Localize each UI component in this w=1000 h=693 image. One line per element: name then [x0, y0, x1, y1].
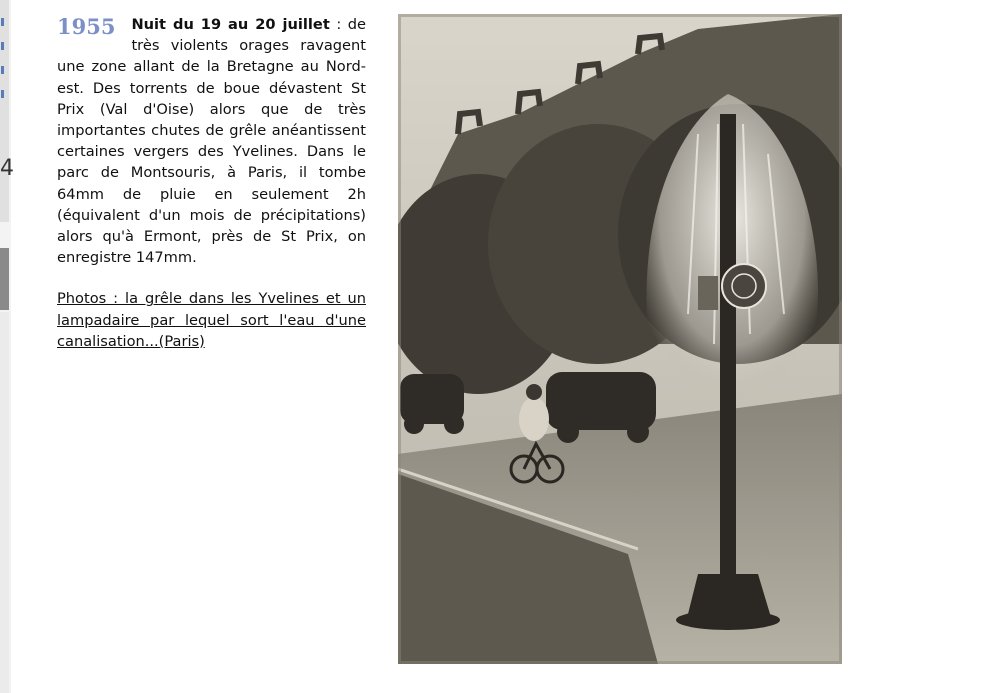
photo-illustration — [398, 14, 842, 664]
event-description: : de très violents orages ravagent une zone allant de la Bretagne au Nord-est. Des torrents de boue dévastent St Prix (Val d'Oise) alors que de très importantes chutes de grêle anéantissent certaines vergers des Yvelines. Dans le parc de Montsouris, à Paris, il tombe 64mm de pluie en seulement 2h (équivalent d'un mois de précipitations) alors qu'à Ermont, près de St Prix, on enregistre 147mm. — [57, 16, 367, 267]
sidebar-cut-glyph: 4 — [0, 156, 14, 181]
sidebar-scroll-thumb[interactable] — [0, 248, 9, 310]
sidebar-link-marker[interactable] — [1, 90, 4, 98]
weather-event-entry — [57, 14, 366, 352]
sidebar-link-marker[interactable] — [1, 66, 4, 74]
event-date-lead: Nuit du 19 au 20 juillet — [131, 16, 330, 33]
left-sidebar-strip — [0, 0, 14, 693]
event-year: 1955 — [57, 14, 116, 39]
sidebar-panel-top — [0, 0, 9, 222]
sidebar-link-marker[interactable] — [1, 18, 4, 26]
sidebar-link-marker[interactable] — [1, 42, 4, 50]
historic-photo-street-lamp — [398, 14, 842, 664]
photo-caption-link[interactable]: Photos : la grêle dans les Yvelines et un lampadaire par lequel sort l'eau d'une canalisation...(Paris) — [57, 290, 366, 350]
sidebar-panel-bottom — [0, 312, 9, 693]
